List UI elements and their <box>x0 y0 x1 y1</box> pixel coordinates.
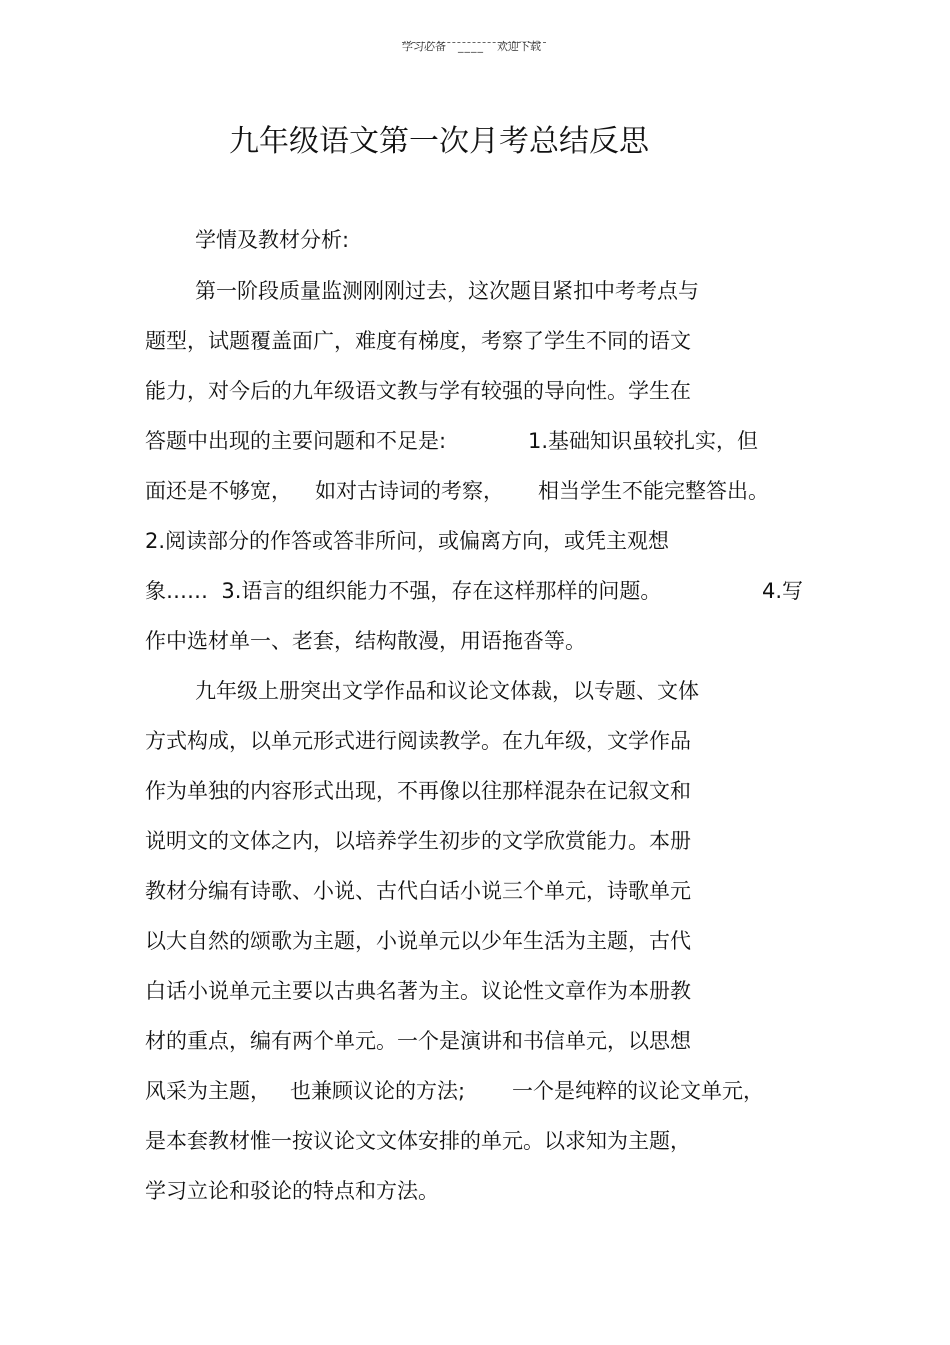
para1-line-3: 能力，对今后的九年级语文教与学有较强的导向性。学生在 <box>145 379 691 403</box>
header-separator: ____ <box>458 40 484 53</box>
para1-line-6: 2.阅读部分的作答或答非所问，或偏离方向，或凭主观想 <box>145 529 670 553</box>
document-title: 九年级语文第一次月考总结反思 <box>229 124 649 159</box>
para2-line-9b: 也兼顾议论的方法; <box>290 1079 466 1103</box>
para2-line-10: 是本套教材惟一按议论文文体安排的单元。以求知为主题， <box>145 1129 691 1153</box>
header-left-text: 学习必备 <box>402 40 446 53</box>
section-heading: 学情及教材分析: <box>195 228 350 252</box>
para1-line-4a: 答题中出现的主要问题和不足是: <box>145 429 447 453</box>
para1-line-7a: 象…… 3.语言的组织能力不强，存在这样那样的问题。 <box>145 579 662 603</box>
para2-line-7: 白话小说单元主要以古典名著为主。议论性文章作为本册教 <box>145 979 691 1003</box>
para1-line-8: 作中选材单一、老套，结构散漫，用语拖沓等。 <box>145 629 586 653</box>
para2-line-6: 以大自然的颂歌为主题，小说单元以少年生活为主题，古代 <box>145 929 691 953</box>
page-header <box>402 40 546 53</box>
para2-line-9c: 一个是纯粹的议论文单元， <box>512 1079 764 1103</box>
para2-line-2: 方式构成，以单元形式进行阅读教学。在九年级，文学作品 <box>145 729 691 753</box>
para2-line-11: 学习立论和驳论的特点和方法。 <box>145 1179 439 1203</box>
para1-line-5c: 相当学生不能完整答出。 <box>538 479 769 503</box>
header-right-text: 欢迎下载 <box>497 40 541 53</box>
para1-line-5a: 面还是不够宽， <box>145 479 292 503</box>
para1-line-2: 题型，试题覆盖面广，难度有梯度，考察了学生不同的语文 <box>145 329 691 353</box>
para1-line-1: 第一阶段质量监测刚刚过去，这次题目紧扣中考考点与 <box>195 279 699 303</box>
para2-line-9a: 风采为主题， <box>145 1079 271 1103</box>
para2-line-5: 教材分编有诗歌、小说、古代白话小说三个单元，诗歌单元 <box>145 879 691 903</box>
para2-line-8: 材的重点，编有两个单元。一个是演讲和书信单元，以思想 <box>145 1029 691 1053</box>
para1-line-5b: 如对古诗词的考察， <box>315 479 504 503</box>
para1-line-4b: 1.基础知识虽较扎实，但 <box>528 429 759 453</box>
para2-line-4: 说明文的文体之内，以培养学生初步的文学欣赏能力。本册 <box>145 829 691 853</box>
para2-line-1: 九年级上册突出文学作品和议论文体裁，以专题、文体 <box>195 679 699 703</box>
para2-line-3: 作为单独的内容形式出现，不再像以往那样混杂在记叙文和 <box>145 779 691 803</box>
para1-line-7b: 4.写 <box>762 579 804 603</box>
